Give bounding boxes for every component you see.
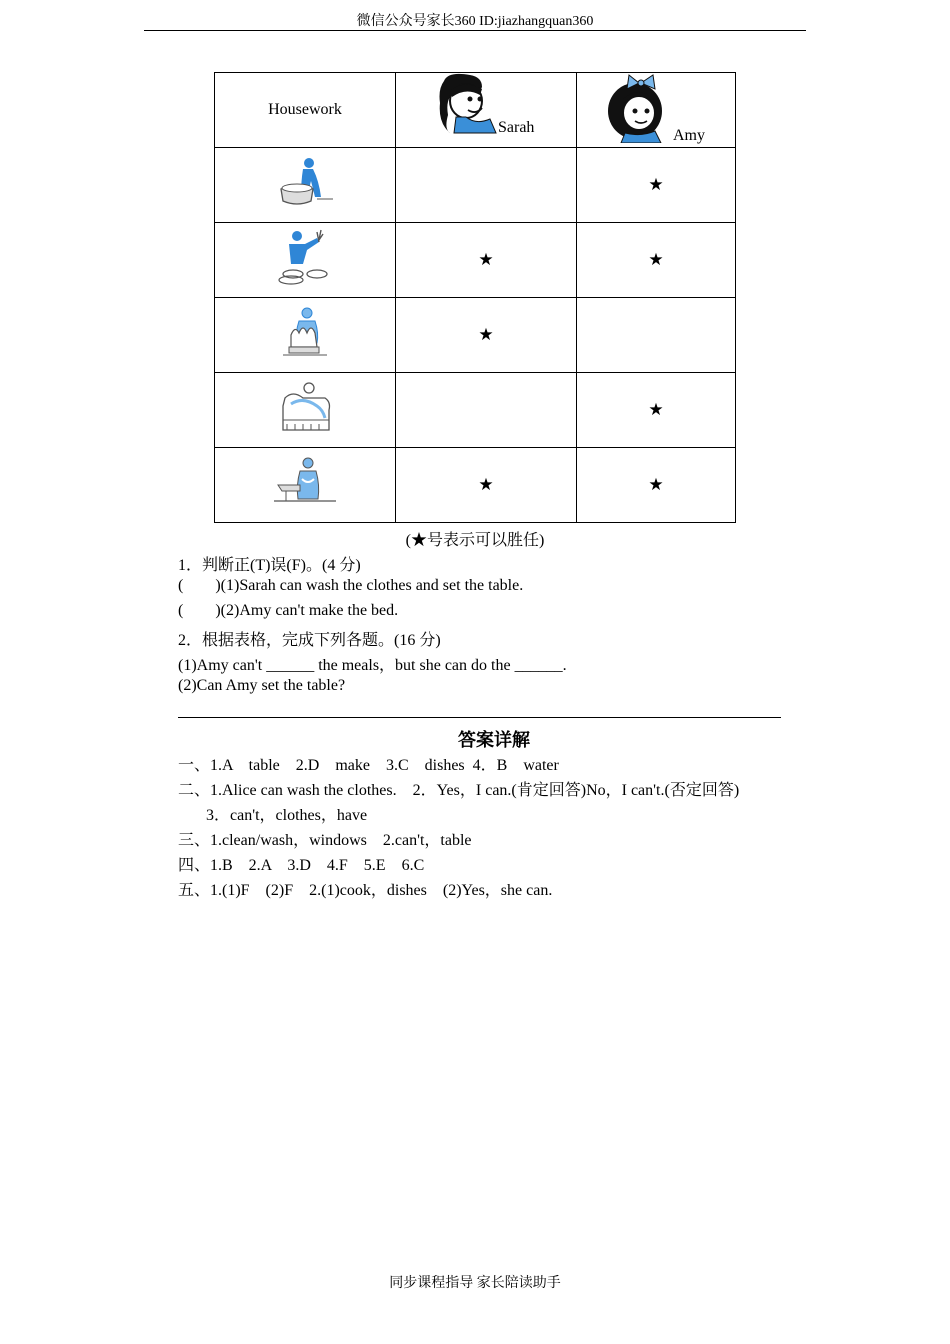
answer-line: 三、1.clean/wash，windows 2.can't，table [178, 832, 472, 849]
amy-mark: ★ [648, 175, 664, 195]
housework-header: Housework [268, 101, 342, 118]
header-divider [144, 30, 806, 31]
table-caption: (★号表示可以胜任) [405, 532, 545, 549]
question-2-title: 2．根据表格，完成下列各题。(16 分) [178, 632, 441, 649]
sarah-cell [396, 298, 577, 373]
table-row [215, 298, 736, 373]
amy-cell [577, 298, 736, 373]
question-2-item-2: (2)Can Amy set the table? [178, 677, 346, 694]
housework-icon-cell [215, 298, 396, 373]
housework-icon-cell [215, 373, 396, 448]
sarah-mark: ★ [478, 475, 494, 495]
answer-divider [178, 717, 781, 718]
sarah-girl-icon [436, 73, 500, 135]
amy-cell [577, 223, 736, 298]
page-header: 微信公众号家长360 ID:jiazhangquan360 [356, 14, 594, 29]
table-row [215, 448, 736, 523]
housework-table [214, 72, 736, 523]
housework-icon-cell [215, 223, 396, 298]
sarah-header-cell [396, 73, 577, 148]
question-1-title: 1．判断正(T)误(F)。(4 分) [178, 557, 361, 574]
sarah-mark: ★ [478, 325, 494, 345]
amy-mark: ★ [648, 475, 664, 495]
table-row [215, 373, 736, 448]
sarah-header: Sarah [498, 119, 535, 136]
answer-line: 一、1.A table 2.D make 3.C dishes 4．B water [178, 757, 559, 774]
housework-header-cell [215, 73, 396, 148]
amy-cell [577, 448, 736, 523]
amy-girl-icon [605, 73, 671, 143]
housework-icon-cell [215, 148, 396, 223]
washing-dishes-icon [273, 228, 337, 288]
question-1-statement-2: ( )(2)Amy can't make the bed. [178, 602, 399, 619]
amy-mark: ★ [648, 250, 664, 270]
answer-line: 四、1.B 2.A 3.D 4.F 5.E 6.C [178, 857, 425, 874]
question-1-statement-1: ( )(1)Sarah can wash the clothes and set the table. [178, 577, 524, 594]
sarah-cell [396, 448, 577, 523]
amy-header: Amy [673, 127, 705, 144]
sarah-mark: ★ [478, 250, 494, 270]
table-header-row [215, 73, 736, 148]
answer-line: 五、1.(1)F (2)F 2.(1)cook，dishes (2)Yes，she can. [178, 882, 553, 899]
making-bed-icon [273, 380, 337, 436]
page-footer: 同步课程指导 家长陪读助手 [389, 1276, 561, 1291]
setting-table-icon [270, 455, 340, 511]
answer-line: 二、1.Alice can wash the clothes. 2．Yes，I can.(肯定回答)No，I can't.(否定回答) [178, 782, 740, 799]
table-row [215, 148, 736, 223]
amy-cell [577, 373, 736, 448]
sarah-cell [396, 148, 577, 223]
answer-line: 3．can't，clothes，have [178, 807, 368, 824]
housework-icon-cell [215, 448, 396, 523]
sarah-cell [396, 373, 577, 448]
amy-cell [577, 148, 736, 223]
cooking-meals-icon [273, 155, 337, 211]
washing-clothes-icon [273, 305, 337, 361]
question-2-item-1: (1)Amy can't ______ the meals，but she can do the ______. [178, 657, 567, 674]
amy-mark: ★ [648, 400, 664, 420]
amy-header-cell [577, 73, 736, 148]
answers-title: 答案详解 [458, 730, 530, 751]
table-row [215, 223, 736, 298]
sarah-cell [396, 223, 577, 298]
